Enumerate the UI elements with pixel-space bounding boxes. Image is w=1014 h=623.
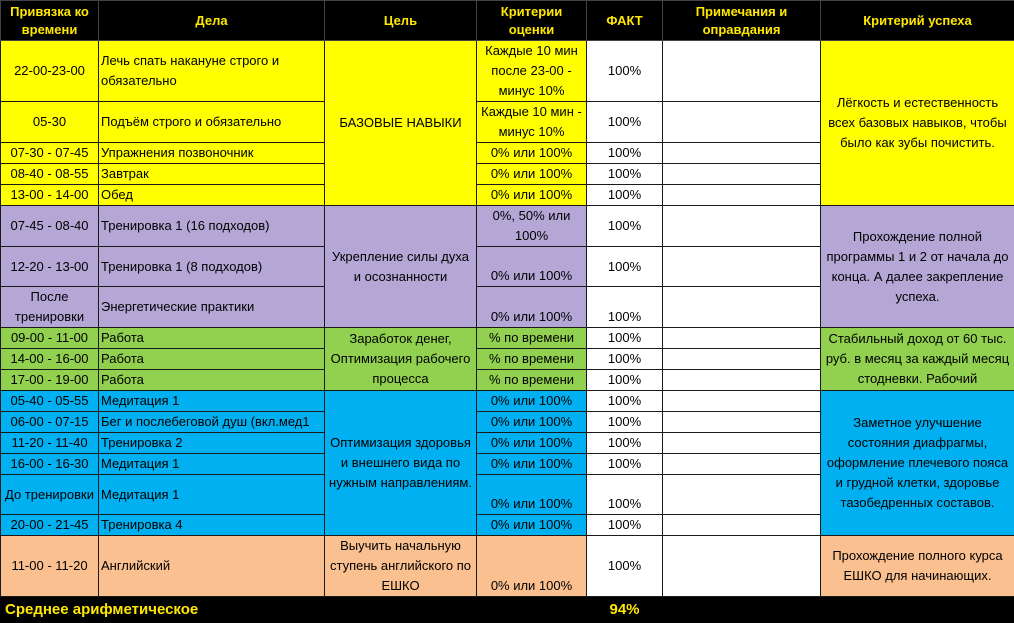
notes-cell[interactable] [663,433,821,454]
task-cell[interactable]: Тренировка 1 (16 подходов) [99,206,325,247]
time-cell[interactable]: 12-20 - 13-00 [1,247,99,287]
notes-cell[interactable] [663,102,821,143]
time-cell[interactable]: 05-30 [1,102,99,143]
column-header-time[interactable]: Привязка ко времени [1,1,99,41]
time-cell[interactable]: 11-20 - 11-40 [1,433,99,454]
goal-cell-health[interactable] [325,391,477,536]
fact-cell[interactable]: 100% [587,475,663,515]
time-cell[interactable]: 07-30 - 07-45 [1,143,99,164]
goal-cell-basic[interactable] [325,41,477,206]
success-text: Лёгкость и естественность всех базовых навыков, чтобы было как зубы почистить. [823,93,1012,153]
notes-cell[interactable] [663,515,821,536]
task-cell[interactable]: Работа [99,349,325,370]
criteria-cell[interactable]: % по времени [477,349,587,370]
criteria-cell[interactable]: 0% или 100% [477,247,587,287]
criteria-cell[interactable]: Каждые 10 мин - минус 10% [477,102,587,143]
task-cell[interactable]: Работа [99,370,325,391]
criteria-cell[interactable]: 0% или 100% [477,143,587,164]
criteria-cell[interactable]: 0% или 100% [477,454,587,475]
goal-cell-work[interactable] [325,328,477,391]
time-cell[interactable]: 14-00 - 16-00 [1,349,99,370]
time-cell[interactable]: 13-00 - 14-00 [1,185,99,206]
criteria-cell[interactable]: 0% или 100% [477,164,587,185]
goal-text: БАЗОВЫЕ НАВЫКИ [327,113,474,133]
fact-cell[interactable]: 100% [587,102,663,143]
time-cell[interactable]: После тренировки [1,287,99,328]
notes-cell[interactable] [663,206,821,247]
goal-text: Выучить начальную ступень английского по ЕШКО [327,536,474,596]
fact-cell[interactable]: 100% [587,206,663,247]
time-cell[interactable]: 09-00 - 11-00 [1,328,99,349]
footer-empty [663,597,1014,623]
column-header-task[interactable]: Дела [99,1,325,41]
fact-cell[interactable]: 100% [587,515,663,536]
task-cell[interactable]: Упражнения позвоночник [99,143,325,164]
success-cell-work[interactable] [821,328,1014,391]
notes-cell[interactable] [663,349,821,370]
success-text: Прохождение полной программы 1 и 2 от начала до конца. А далее закрепление успеха. [823,227,1012,307]
criteria-cell[interactable]: 0% или 100% [477,475,587,515]
task-cell[interactable]: Тренировка 1 (8 подходов) [99,247,325,287]
criteria-cell[interactable]: % по времени [477,370,587,391]
average-label: Среднее арифметическое [1,597,587,623]
task-cell[interactable]: Бег и послебеговой душ (вкл.мед1 [99,412,325,433]
task-cell[interactable]: Подъём строго и обязательно [99,102,325,143]
task-cell[interactable]: Английский [99,536,325,597]
column-header-criteria[interactable]: Критерии оценки [477,1,587,41]
average-value[interactable]: 94% [587,597,663,623]
task-cell[interactable]: Медитация 1 [99,454,325,475]
notes-cell[interactable] [663,536,821,597]
time-cell[interactable]: 05-40 - 05-55 [1,391,99,412]
fact-cell[interactable]: 100% [587,454,663,475]
criteria-cell[interactable]: Каждые 10 мин после 23-00 - минус 10% [477,41,587,102]
fact-cell[interactable]: 100% [587,164,663,185]
task-cell[interactable]: Завтрак [99,164,325,185]
notes-cell[interactable] [663,370,821,391]
task-cell[interactable]: Обед [99,185,325,206]
task-cell[interactable]: Энергетические практики [99,287,325,328]
notes-cell[interactable] [663,143,821,164]
task-cell[interactable]: Медитация 1 [99,391,325,412]
success-cell-basic[interactable] [821,41,1014,206]
time-cell[interactable]: 17-00 - 19-00 [1,370,99,391]
fact-cell[interactable]: 100% [587,391,663,412]
time-cell[interactable]: 06-00 - 07-15 [1,412,99,433]
table-row [1,391,1014,412]
goal-text: Заработок денег, Оптимизация рабочего процесса [327,329,474,389]
success-text: Заметное улучшение состояния диафрагмы, оформление плечевого пояса и грудной клетки, здоровье тазобедренных составов. [823,413,1012,513]
criteria-cell[interactable]: % по времени [477,328,587,349]
fact-cell[interactable]: 100% [587,247,663,287]
summary-row [1,597,1014,623]
criteria-cell[interactable]: 0% или 100% [477,515,587,536]
task-cell[interactable]: Тренировка 4 [99,515,325,536]
notes-cell[interactable] [663,185,821,206]
table-row [1,206,1014,247]
criteria-cell[interactable]: 0%, 50% или 100% [477,206,587,247]
fact-cell[interactable]: 100% [587,349,663,370]
success-cell-spirit[interactable] [821,206,1014,328]
fact-cell[interactable]: 100% [587,143,663,164]
time-cell[interactable]: 08-40 - 08-55 [1,164,99,185]
header-row [1,1,1014,41]
notes-cell[interactable] [663,475,821,515]
goal-text: Укрепление силы духа и осознанности [327,247,474,287]
task-cell[interactable]: Лечь спать накануне строго и обязательно [99,41,325,102]
fact-cell[interactable]: 100% [587,536,663,597]
fact-cell[interactable]: 100% [587,328,663,349]
success-cell-english[interactable] [821,536,1014,597]
time-cell[interactable]: 22-00-23-00 [1,41,99,102]
table-row [1,536,1014,597]
goal-text: Оптимизация здоровья и внешнего вида по нужным направлениям. [327,433,474,493]
goal-cell-spirit[interactable] [325,206,477,328]
success-text: Прохождение полного курса ЕШКО для начинающих. [823,546,1012,586]
notes-cell[interactable] [663,164,821,185]
task-cell[interactable]: Медитация 1 [99,475,325,515]
notes-cell[interactable] [663,328,821,349]
goal-cell-english[interactable] [325,536,477,597]
fact-cell[interactable]: 100% [587,185,663,206]
time-cell[interactable]: 11-00 - 11-20 [1,536,99,597]
criteria-cell[interactable]: 0% или 100% [477,185,587,206]
time-cell[interactable]: До тренировки [1,475,99,515]
time-cell[interactable]: 07-45 - 08-40 [1,206,99,247]
criteria-cell[interactable]: 0% или 100% [477,433,587,454]
fact-cell[interactable]: 100% [587,287,663,328]
task-cell[interactable]: Работа [99,328,325,349]
task-cell[interactable]: Тренировка 2 [99,433,325,454]
notes-cell[interactable] [663,391,821,412]
notes-cell[interactable] [663,412,821,433]
notes-cell[interactable] [663,247,821,287]
fact-cell[interactable]: 100% [587,370,663,391]
column-header-notes[interactable]: Примечания и оправдания [663,1,821,41]
table-row [1,41,1014,102]
criteria-cell[interactable]: 0% или 100% [477,391,587,412]
column-header-success[interactable]: Критерий успеха [821,1,1014,41]
column-header-goal[interactable]: Цель [325,1,477,41]
criteria-cell[interactable]: 0% или 100% [477,287,587,328]
criteria-cell[interactable]: 0% или 100% [477,536,587,597]
notes-cell[interactable] [663,287,821,328]
notes-cell[interactable] [663,41,821,102]
fact-cell[interactable]: 100% [587,433,663,454]
criteria-cell[interactable]: 0% или 100% [477,412,587,433]
success-cell-health[interactable] [821,391,1014,536]
column-header-fact[interactable]: ФАКТ [587,1,663,41]
table-row [1,328,1014,349]
fact-cell[interactable]: 100% [587,412,663,433]
notes-cell[interactable] [663,454,821,475]
time-cell[interactable]: 16-00 - 16-30 [1,454,99,475]
time-cell[interactable]: 20-00 - 21-45 [1,515,99,536]
success-text: Стабильный доход от 60 тыс. руб. в месяц за каждый месяц стодневки. Рабочий [823,329,1012,389]
fact-cell[interactable]: 100% [587,41,663,102]
